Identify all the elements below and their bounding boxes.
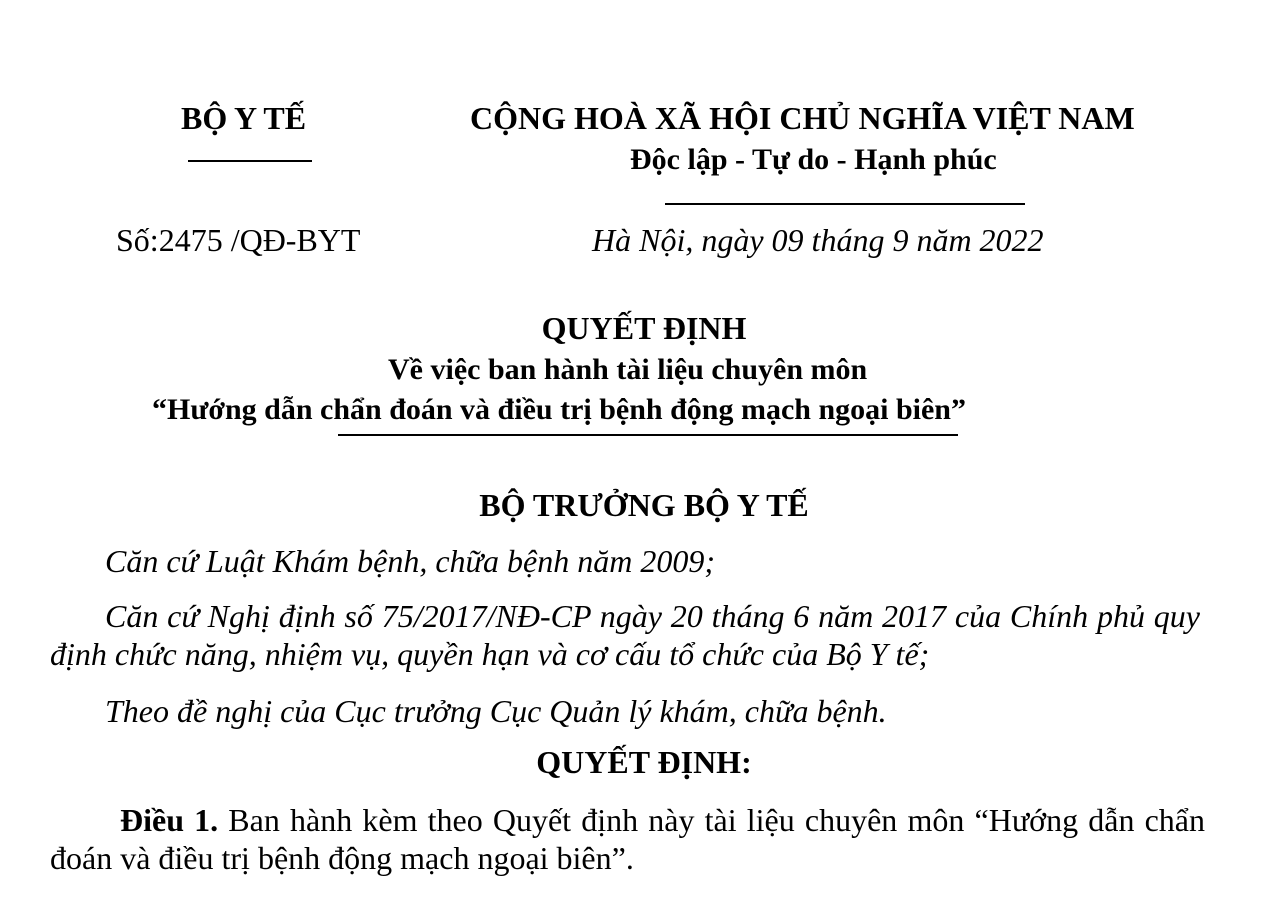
document-number: Số:2475 /QĐ-BYT [116, 222, 361, 258]
legal-basis-3: Theo đề nghị của Cục trưởng Cục Quản lý khám, chữa bệnh. [105, 693, 887, 729]
article-1-text: Ban hành kèm theo Quyết định này tài liệu chuyên môn “Hướng dẫn chẩn đoán và điều trị bệnh động mạch ngoại biên”. [50, 802, 1206, 876]
decision-heading: QUYẾT ĐỊNH [541, 310, 747, 346]
decision-subtitle: Về việc ban hành tài liệu chuyên môn [388, 353, 868, 386]
legal-basis-1: Căn cứ Luật Khám bệnh, chữa bệnh năm 2009; [105, 543, 715, 579]
article-1-label: Điều 1. [120, 802, 219, 838]
republic-name: CỘNG HOÀ XÃ HỘI CHỦ NGHĨA VIỆT NAM [470, 100, 1135, 136]
ministry-underline [188, 160, 312, 162]
issuing-authority: BỘ TRƯỞNG BỘ Y TẾ [479, 487, 809, 523]
motto-underline [665, 203, 1025, 205]
decides-heading: QUYẾT ĐỊNH: [536, 744, 752, 780]
topic-underline [338, 434, 958, 436]
legal-basis-2: Căn cứ Nghị định số 75/2017/NĐ-CP ngày 20 tháng 6 năm 2017 của Chính phủ quy định chức năng, nhiệm vụ, quyền hạn và cơ cấu tổ chức của Bộ Y tế; [50, 598, 1200, 672]
national-motto: Độc lập - Tự do - Hạnh phúc [630, 143, 997, 176]
place-date: Hà Nội, ngày 09 tháng 9 năm 2022 [592, 222, 1044, 258]
decision-topic: “Hướng dẫn chẩn đoán và điều trị bệnh động mạch ngoại biên” [152, 393, 966, 426]
article-1 [50, 801, 1205, 877]
ministry-name: BỘ Y TẾ [181, 100, 307, 136]
